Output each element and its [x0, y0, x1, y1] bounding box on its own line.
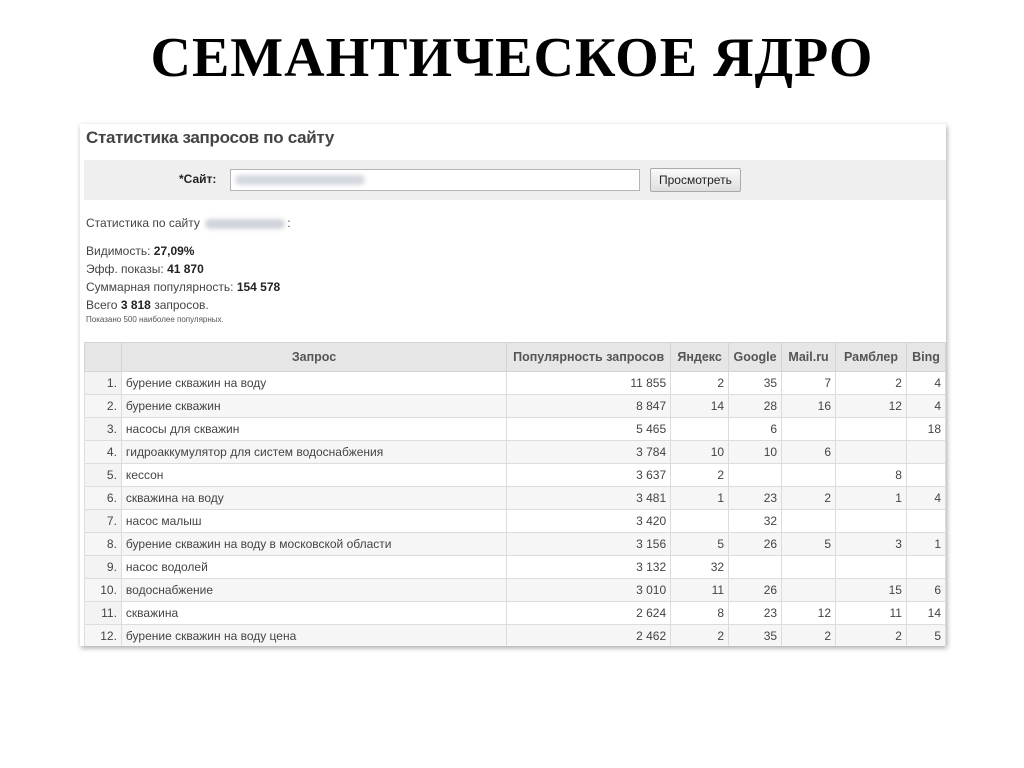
- column-header-index: [85, 343, 122, 372]
- row-popularity: 3 784: [507, 441, 671, 464]
- row-mail: 16: [782, 395, 836, 418]
- row-mail: 6: [782, 441, 836, 464]
- row-bing: 4: [906, 395, 945, 418]
- stats-summary: [86, 214, 291, 326]
- row-bing: [906, 556, 945, 579]
- row-query: бурение скважин на воду цена: [121, 625, 506, 647]
- table-row: [85, 510, 946, 533]
- popularity-value: 154 578: [236, 280, 281, 294]
- site-input[interactable]: [230, 169, 640, 191]
- row-query: скважина на воду: [121, 487, 506, 510]
- row-index: 9.: [85, 556, 122, 579]
- row-google: 26: [729, 579, 782, 602]
- total-line: [86, 296, 291, 314]
- row-rambler: [836, 556, 907, 579]
- stats-site-line: [86, 214, 291, 232]
- row-mail: [782, 418, 836, 441]
- row-popularity: 3 637: [507, 464, 671, 487]
- row-index: 5.: [85, 464, 122, 487]
- row-query: гидроаккумулятор для систем водоснабжения: [121, 441, 506, 464]
- column-header-yandex[interactable]: Яндекс: [671, 343, 729, 372]
- row-yandex: 2: [671, 372, 729, 395]
- row-bing: 14: [906, 602, 945, 625]
- row-rambler: 3: [836, 533, 907, 556]
- row-mail: 12: [782, 602, 836, 625]
- row-mail: [782, 510, 836, 533]
- row-popularity: 3 010: [507, 579, 671, 602]
- total-prefix: Всего: [86, 298, 118, 312]
- row-index: 3.: [85, 418, 122, 441]
- row-yandex: 32: [671, 556, 729, 579]
- row-yandex: 11: [671, 579, 729, 602]
- row-yandex: [671, 418, 729, 441]
- row-index: 12.: [85, 625, 122, 647]
- row-mail: [782, 556, 836, 579]
- column-header-bing[interactable]: Bing: [906, 343, 945, 372]
- row-google: 35: [729, 625, 782, 647]
- impressions-value: 41 870: [167, 262, 204, 276]
- visibility-line: [86, 242, 291, 260]
- row-index: 4.: [85, 441, 122, 464]
- row-query: бурение скважин на воду: [121, 372, 506, 395]
- row-index: 6.: [85, 487, 122, 510]
- table-row: [85, 395, 946, 418]
- row-popularity: 5 465: [507, 418, 671, 441]
- row-yandex: 1: [671, 487, 729, 510]
- row-yandex: 5: [671, 533, 729, 556]
- table-row: [85, 464, 946, 487]
- table-row: [85, 579, 946, 602]
- column-header-query[interactable]: Запрос: [121, 343, 506, 372]
- total-value: 3 818: [120, 298, 151, 312]
- site-label: *Сайт:: [179, 172, 217, 186]
- row-index: 1.: [85, 372, 122, 395]
- row-popularity: 3 420: [507, 510, 671, 533]
- row-mail: 2: [782, 487, 836, 510]
- row-popularity: 8 847: [507, 395, 671, 418]
- row-google: 6: [729, 418, 782, 441]
- blurred-domain: [205, 219, 285, 229]
- row-mail: 2: [782, 625, 836, 647]
- row-rambler: [836, 418, 907, 441]
- row-popularity: 3 132: [507, 556, 671, 579]
- column-header-popularity[interactable]: Популярность запросов: [507, 343, 671, 372]
- row-yandex: [671, 510, 729, 533]
- impressions-line: [86, 260, 291, 278]
- row-google: 23: [729, 487, 782, 510]
- row-bing: 4: [906, 487, 945, 510]
- row-rambler: [836, 510, 907, 533]
- table-row: [85, 487, 946, 510]
- table-row: [85, 533, 946, 556]
- table-row: [85, 418, 946, 441]
- visibility-label: Видимость:: [86, 244, 151, 258]
- row-rambler: 2: [836, 625, 907, 647]
- site-form: [84, 160, 946, 200]
- row-query: кессон: [121, 464, 506, 487]
- row-index: 10.: [85, 579, 122, 602]
- total-suffix: запросов.: [154, 298, 209, 312]
- row-yandex: 14: [671, 395, 729, 418]
- column-header-rambler[interactable]: Рамблер: [836, 343, 907, 372]
- shown-note: Показано 500 наиболее популярных.: [86, 315, 224, 324]
- row-query: бурение скважин на воду в московской области: [121, 533, 506, 556]
- visibility-value: 27,09%: [153, 244, 195, 258]
- table-row: [85, 602, 946, 625]
- row-mail: [782, 464, 836, 487]
- row-google: [729, 464, 782, 487]
- table-row: [85, 441, 946, 464]
- row-rambler: 15: [836, 579, 907, 602]
- row-rambler: 2: [836, 372, 907, 395]
- popularity-line: [86, 278, 291, 296]
- row-rambler: 8: [836, 464, 907, 487]
- row-google: 10: [729, 441, 782, 464]
- row-rambler: [836, 441, 907, 464]
- row-bing: 6: [906, 579, 945, 602]
- row-yandex: 8: [671, 602, 729, 625]
- row-bing: 4: [906, 372, 945, 395]
- row-bing: [906, 441, 945, 464]
- stats-site-suffix: :: [287, 216, 291, 230]
- row-query: насосы для скважин: [121, 418, 506, 441]
- row-google: 23: [729, 602, 782, 625]
- row-query: водоснабжение: [121, 579, 506, 602]
- row-bing: [906, 464, 945, 487]
- blurred-url: [235, 175, 365, 185]
- row-query: бурение скважин: [121, 395, 506, 418]
- row-rambler: 12: [836, 395, 907, 418]
- row-yandex: 2: [671, 464, 729, 487]
- stats-panel: [80, 124, 946, 646]
- impressions-label: Эфф. показы:: [86, 262, 164, 276]
- row-yandex: 2: [671, 625, 729, 647]
- row-bing: 1: [906, 533, 945, 556]
- row-rambler: 1: [836, 487, 907, 510]
- table-header: [85, 343, 946, 372]
- row-popularity: 3 481: [507, 487, 671, 510]
- row-index: 2.: [85, 395, 122, 418]
- table-row: [85, 372, 946, 395]
- row-bing: 5: [906, 625, 945, 647]
- popularity-label: Суммарная популярность:: [86, 280, 234, 294]
- row-popularity: 3 156: [507, 533, 671, 556]
- row-google: 35: [729, 372, 782, 395]
- view-button[interactable]: Просмотреть: [650, 168, 741, 192]
- table-row: [85, 556, 946, 579]
- row-bing: [906, 510, 945, 533]
- row-mail: [782, 579, 836, 602]
- row-query: скважина: [121, 602, 506, 625]
- row-yandex: 10: [671, 441, 729, 464]
- table-row: [85, 625, 946, 647]
- row-index: 7.: [85, 510, 122, 533]
- column-header-mail[interactable]: Mail.ru: [782, 343, 836, 372]
- row-google: 28: [729, 395, 782, 418]
- row-popularity: 2 624: [507, 602, 671, 625]
- panel-heading: Статистика запросов по сайту: [86, 128, 335, 147]
- slide-title: СЕМАНТИЧЕСКОЕ ЯДРО: [150, 27, 874, 89]
- row-popularity: 2 462: [507, 625, 671, 647]
- row-index: 8.: [85, 533, 122, 556]
- row-query: насос малыш: [121, 510, 506, 533]
- row-index: 11.: [85, 602, 122, 625]
- row-bing: 18: [906, 418, 945, 441]
- row-mail: 7: [782, 372, 836, 395]
- row-google: 32: [729, 510, 782, 533]
- row-google: [729, 556, 782, 579]
- row-query: насос водолей: [121, 556, 506, 579]
- row-popularity: 11 855: [507, 372, 671, 395]
- query-table: [84, 342, 946, 646]
- column-header-google[interactable]: Google: [729, 343, 782, 372]
- row-mail: 5: [782, 533, 836, 556]
- stats-site-prefix: Статистика по сайту: [86, 216, 200, 230]
- row-google: 26: [729, 533, 782, 556]
- row-rambler: 11: [836, 602, 907, 625]
